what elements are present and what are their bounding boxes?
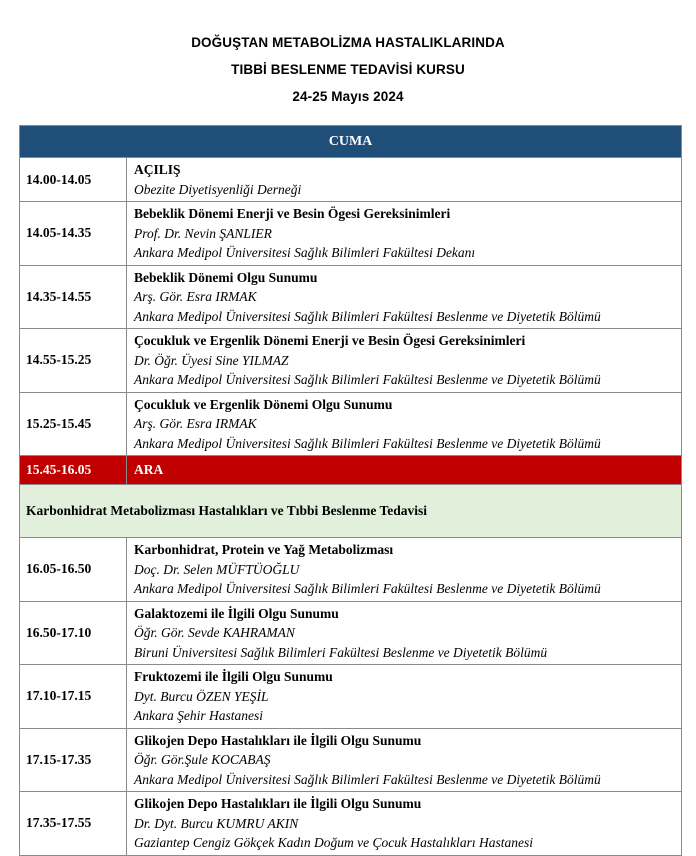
- session-row: [20, 329, 682, 393]
- session-speaker: Arş. Gör. Esra IRMAK: [134, 289, 257, 304]
- session-time: 14.05-14.35: [20, 202, 127, 266]
- session-time: 17.35-17.55: [20, 792, 127, 856]
- session-row: [20, 538, 682, 602]
- session-speaker: Arş. Gör. Esra IRMAK: [134, 416, 257, 431]
- session-speaker: Dr. Dyt. Burcu KUMRU AKIN: [134, 815, 299, 831]
- session-details: [127, 538, 682, 602]
- session-time: 14.00-14.05: [20, 158, 127, 202]
- document-title-line2: TIBBİ BESLENME TEDAVİSİ KURSU: [231, 62, 465, 77]
- session-speaker: Prof. Dr. Nevin ŞANLIER: [134, 225, 272, 241]
- session-details: [127, 265, 682, 329]
- session-time: 14.55-15.25: [20, 329, 127, 393]
- session-time: 16.05-16.50: [20, 538, 127, 602]
- session-details: [127, 792, 682, 856]
- day-header-row: [20, 126, 682, 158]
- session-speaker: Dr. Öğr. Üyesi Sine YILMAZ: [134, 352, 289, 368]
- session-affiliation: Ankara Medipol Üniversitesi Sağlık Bilimleri Fakültesi Beslenme ve Diyetetik Bölümü: [134, 771, 601, 787]
- session-row: [20, 792, 682, 856]
- session-time: 17.10-17.15: [20, 665, 127, 729]
- session-affiliation: Ankara Medipol Üniversitesi Sağlık Bilimleri Fakültesi Beslenme ve Diyetetik Bölümü: [134, 581, 601, 596]
- session-title: AÇILIŞ: [134, 162, 181, 177]
- session-details: [127, 329, 682, 393]
- session-affiliation: Biruni Üniversitesi Sağlık Bilimleri Fakültesi Beslenme ve Diyetetik Bölümü: [134, 644, 548, 660]
- session-title: Glikojen Depo Hastalıkları ile İlgili Olgu Sunumu: [134, 732, 422, 748]
- session-time: 16.50-17.10: [20, 601, 127, 665]
- session-details: [127, 601, 682, 665]
- break-time: 15.45-16.05: [20, 456, 127, 485]
- session-title: Glikojen Depo Hastalıkları ile İlgili Olgu Sunumu: [134, 796, 422, 811]
- session-row: [20, 158, 682, 202]
- session-affiliation: Ankara Medipol Üniversitesi Sağlık Bilimleri Fakültesi Beslenme ve Diyetetik Bölümü: [134, 308, 601, 324]
- section-row: [20, 485, 682, 538]
- session-title: Karbonhidrat, Protein ve Yağ Metabolizması: [134, 542, 394, 557]
- session-affiliation: Ankara Medipol Üniversitesi Sağlık Bilimleri Fakültesi Beslenme ve Diyetetik Bölümü: [134, 435, 601, 451]
- session-speaker: Dyt. Burcu ÖZEN YEŞİL: [134, 688, 269, 704]
- session-title: Bebeklik Dönemi Olgu Sunumu: [134, 269, 318, 285]
- session-title: Galaktozemi ile İlgili Olgu Sunumu: [134, 605, 339, 621]
- session-speaker: Öğr. Gör. Sevde KAHRAMAN: [134, 625, 295, 640]
- session-title: Çocukluk ve Ergenlik Dönemi Olgu Sunumu: [134, 396, 393, 412]
- session-row: [20, 202, 682, 266]
- break-row: [20, 456, 682, 485]
- session-time: 15.25-15.45: [20, 392, 127, 456]
- session-title: Bebeklik Dönemi Enerji ve Besin Ögesi Gereksinimleri: [134, 206, 451, 221]
- session-details: [127, 728, 682, 792]
- session-affiliation: Ankara Medipol Üniversitesi Sağlık Bilimleri Fakültesi Dekanı: [134, 245, 476, 260]
- day-header: CUMA: [20, 126, 682, 158]
- session-details: [127, 665, 682, 729]
- session-row: [20, 392, 682, 456]
- session-details: [127, 158, 682, 202]
- section-title: Karbonhidrat Metabolizması Hastalıkları ve Tıbbi Beslenme Tedavisi: [20, 485, 682, 538]
- session-speaker: Öğr. Gör.Şule KOCABAŞ: [134, 752, 271, 767]
- schedule-table: [19, 125, 682, 856]
- session-time: 14.35-14.55: [20, 265, 127, 329]
- session-row: [20, 265, 682, 329]
- session-time: 17.15-17.35: [20, 728, 127, 792]
- document-title-line1: DOĞUŞTAN METABOLİZMA HASTALIKLARINDA: [191, 35, 505, 50]
- session-details: [127, 392, 682, 456]
- document-date: 24-25 Mayıs 2024: [292, 89, 404, 104]
- break-label: ARA: [127, 456, 682, 485]
- session-details: [127, 202, 682, 266]
- session-row: [20, 728, 682, 792]
- session-title: Çocukluk ve Ergenlik Dönemi Enerji ve Besin Ögesi Gereksinimleri: [134, 333, 526, 348]
- session-affiliation: Ankara Medipol Üniversitesi Sağlık Bilimleri Fakültesi Beslenme ve Diyetetik Bölümü: [134, 372, 601, 387]
- session-affiliation: Ankara Şehir Hastanesi: [134, 708, 263, 723]
- session-title: Fruktozemi ile İlgili Olgu Sunumu: [134, 669, 333, 684]
- session-speaker: Doç. Dr. Selen MÜFTÜOĞLU: [134, 561, 300, 577]
- session-speaker: Obezite Diyetisyenliği Derneği: [134, 181, 302, 197]
- session-affiliation: Gaziantep Cengiz Gökçek Kadın Doğum ve Çocuk Hastalıkları Hastanesi: [134, 835, 533, 850]
- session-row: [20, 665, 682, 729]
- session-row: [20, 601, 682, 665]
